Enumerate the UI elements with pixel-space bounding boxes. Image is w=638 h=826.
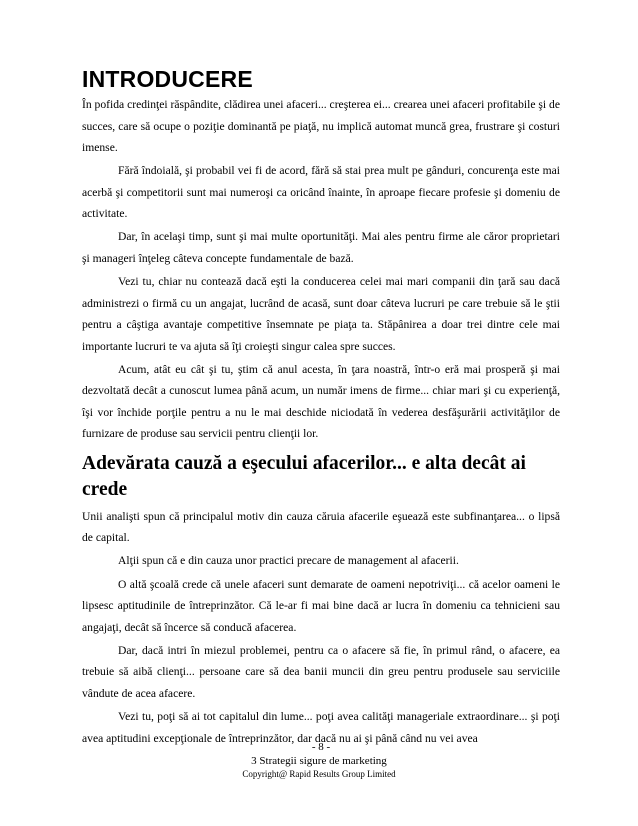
- intro-paragraph-5: Acum, atât eu cât şi tu, ştim că anul acesta, în ţara noastră, într-o eră mai prosperă şi mai dezvoltată decât a cunoscut lumea până acum, un număr imens de firme... chiar mari şi cu experienţă, îşi vor închide porţile pentru a nu le mai deschide niciodată în vederea desfăşurării activităţilor de furnizare de produse sau servicii pentru clienţii lor.: [82, 362, 560, 441]
- intro-paragraph-4: Vezi tu, chiar nu contează dacă eşti la conducerea celei mai mari companii din ţară sau dacă administrezi o firmă cu un angajat, lucrând de acasă, sunt doar câteva lucruri pe care trebuie să le ştii pentru a câştiga avantaje competitive însemnate pe piaţa ta. Stăpânirea a doar trei dintre cele mai importante lucruri te va ajuta să îţi croieşti singur calea spre succes.: [82, 275, 560, 353]
- copyright-notice: Copyright@ Rapid Results Group Limited: [242, 769, 396, 779]
- intro-paragraph-3: Dar, în acelaşi timp, sunt şi mai multe oportunităţi. Mai ales pentru firme ale căror proprietari şi manageri înţeleg câteva concepte fundamentale de bază.: [82, 230, 560, 265]
- page-footer: [0, 741, 638, 780]
- page-number: - 8 -: [311, 741, 331, 753]
- section-paragraph-4: Dar, dacă intri în miezul problemei, pentru ca o afacere să fie, în primul rând, o afacere, ea trebuie să aibă clienţi... persoane care să dea banii muncii din greu pentru produsele sau serviciile vândute de acea afacere.: [82, 643, 560, 700]
- intro-paragraph-1: În pofida credinţei răspândite, clădirea unei afaceri... creşterea ei... crearea unei afaceri profitabile şi de succes, care să ocupe o poziţie dominantă pe piaţă, nu implică automat muncă grea, frustrare şi costuri imense.: [82, 98, 560, 154]
- page-title: INTRODUCERE: [82, 66, 253, 92]
- intro-paragraph-2: Fără îndoială, şi probabil vei fi de acord, fără să stai prea mult pe gânduri, concurenţa este mai acerbă şi competitorii sunt mai numeroşi ca oricând înainte, în aproape fiecare profesie şi domeniu de activitate.: [82, 164, 560, 221]
- section-paragraph-3: O altă şcoală crede că unele afaceri sunt demarate de oameni nepotriviţi... că acelor oameni le lipsesc aptitudinile de întreprinzător. Că le-ar fi mai bine dacă ar lucra în domeniu ca tehnicieni sau angajaţi, decât să încerce să conducă afacerea.: [82, 577, 560, 634]
- book-title: 3 Strategii sigure de marketing: [251, 755, 387, 767]
- section-paragraph-2: Alţii spun că e din cauza unor practici precare de management al afacerii.: [118, 554, 459, 568]
- section-paragraph-5: Vezi tu, poţi să ai tot capitalul din lume... poţi avea calităţi manageriale extraordinare... şi poţi avea aptitudini excepţionale de întreprinzător, dar dacă nu ai şi până când nu vei avea: [82, 710, 560, 745]
- section-heading: Adevărata cauză a eşecului afacerilor... e alta decât ai crede: [82, 452, 526, 500]
- section-paragraph-1: Unii analişti spun că principalul motiv din cauza căruia afacerile eşuează este subfinanţarea... o lipsă de capital.: [82, 509, 560, 545]
- page-content: [82, 64, 560, 751]
